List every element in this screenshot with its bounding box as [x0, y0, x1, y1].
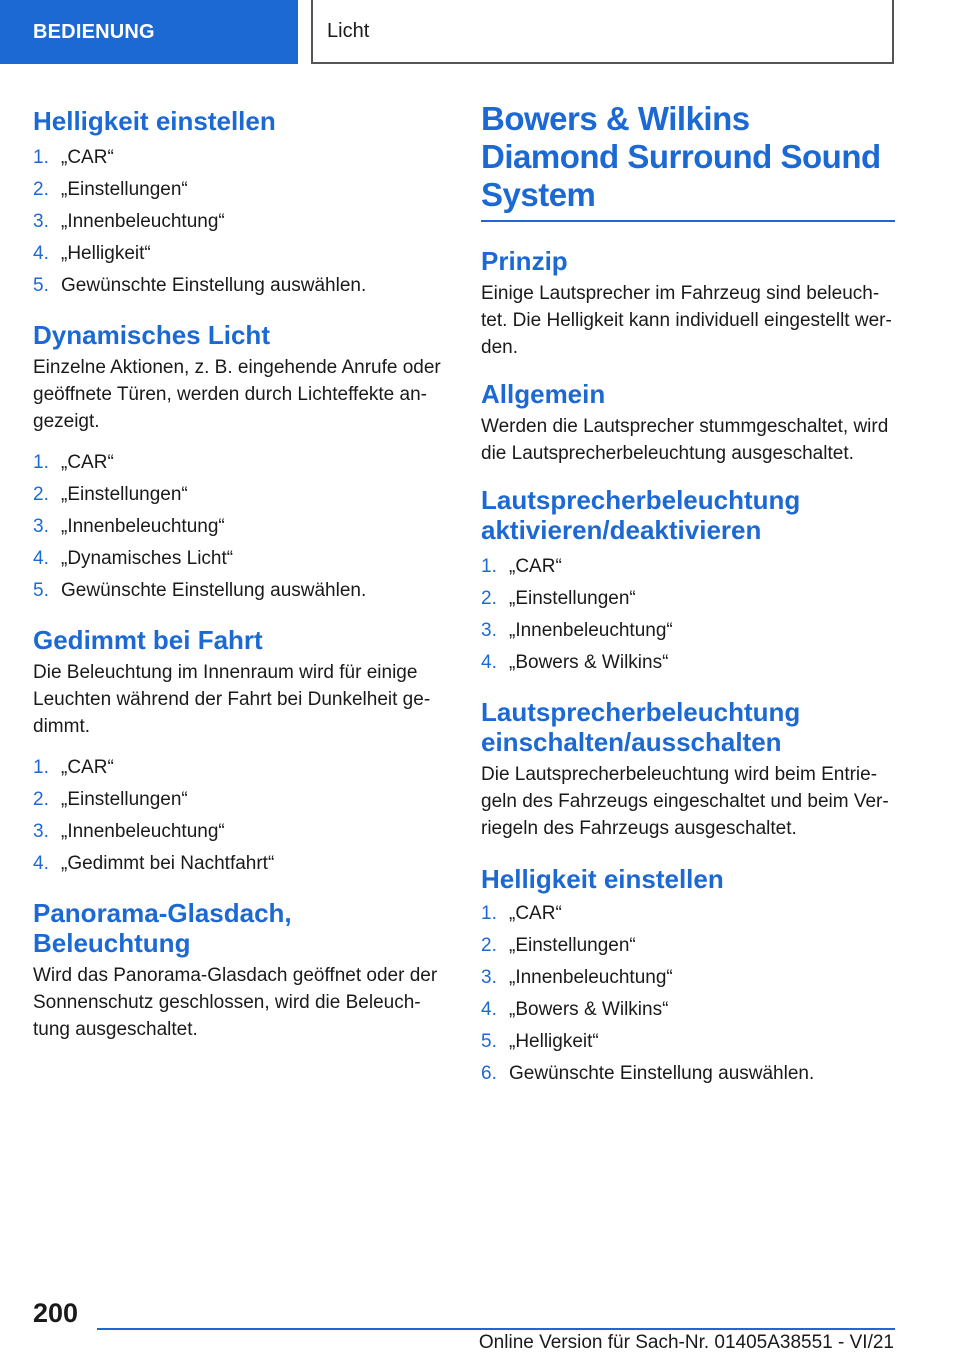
- left-column: [33, 100, 443, 1043]
- heading-dynamisches-licht: Dynamisches Licht: [33, 320, 270, 350]
- paragraph-panorama: Wird das Panorama-Glasdach geöffnet oder der Sonnenschutz geschlossen, wird die Beleuchtung ausgeschaltet.: [33, 965, 438, 1040]
- list-item: 4. „Bowers & Wilkins“: [481, 999, 669, 1020]
- section-tab: [0, 0, 298, 64]
- heading-helligkeit-einstellen: Helligkeit einstellen: [33, 106, 276, 136]
- page-title: Bowers & Wilkins Diamond Surround Sound System: [481, 100, 881, 213]
- steps-helligkeit-right: [481, 898, 895, 1090]
- list-item: 1. „CAR“: [33, 147, 114, 168]
- paragraph-lautsprecher-einschalten: Die Lautsprecherbeleuchtung wird beim Entriegeln des Fahrzeugs eingeschaltet und beim Verriegeln des Fahrzeugs ausgeschaltet.: [481, 764, 889, 839]
- list-item: 3. „Innenbeleuchtung“: [481, 620, 673, 641]
- list-item: 5. Gewünschte Einstellung auswählen.: [33, 275, 367, 296]
- list-item: 1. „CAR“: [33, 452, 114, 473]
- list-item: 5. „Helligkeit“: [481, 1031, 599, 1052]
- list-item: 1. „CAR“: [33, 757, 114, 778]
- list-item: 3. „Innenbeleuchtung“: [33, 516, 225, 537]
- title-divider: [481, 220, 895, 222]
- section-label: BEDIENUNG: [33, 20, 155, 43]
- heading-helligkeit-einstellen-right: Helligkeit einstellen: [481, 864, 724, 894]
- list-item: 1. „CAR“: [481, 556, 562, 577]
- page-number: 200: [33, 1298, 79, 1328]
- steps-helligkeit: [33, 142, 443, 302]
- heading-lautsprecher-einschalten: Lautsprecherbeleuchtung einschalten/ausschalten: [481, 697, 801, 757]
- list-item: 6. Gewünschte Einstellung auswählen.: [481, 1063, 815, 1084]
- list-item: 3. „Innenbeleuchtung“: [33, 821, 225, 842]
- paragraph-dynamisches-licht: Einzelne Aktionen, z. B. eingehende Anrufe oder geöffnete Türen, werden durch Lichteffekte angezeigt.: [33, 357, 441, 432]
- list-item: 4. „Gedimmt bei Nachtfahrt“: [33, 853, 275, 874]
- right-column: [481, 100, 895, 1090]
- list-item: 2. „Einstellungen“: [33, 789, 188, 810]
- steps-dynamisches-licht: [33, 447, 443, 607]
- list-item: 3. „Innenbeleuchtung“: [33, 211, 225, 232]
- list-item: 2. „Einstellungen“: [481, 588, 636, 609]
- heading-lautsprecher-aktivieren: Lautsprecherbeleuchtung aktivieren/deaktivieren: [481, 485, 801, 545]
- heading-allgemein: Allgemein: [481, 379, 606, 409]
- footer-divider: [97, 1328, 895, 1330]
- heading-prinzip: Prinzip: [481, 246, 568, 276]
- chapter-label: Licht: [327, 19, 370, 42]
- list-item: 2. „Einstellungen“: [33, 484, 188, 505]
- list-item: 2. „Einstellungen“: [481, 935, 636, 956]
- list-item: 5. Gewünschte Einstellung auswählen.: [33, 580, 367, 601]
- steps-lautsprecher-aktivieren: [481, 551, 895, 679]
- list-item: 4. „Helligkeit“: [33, 243, 151, 264]
- list-item: 4. „Bowers & Wilkins“: [481, 652, 669, 673]
- heading-panorama-glasdach: Panorama-Glasdach, Beleuchtung: [33, 898, 292, 958]
- paragraph-allgemein: Werden die Lautsprecher stummgeschaltet, wird die Lautsprecherbeleuchtung ausgeschaltet.: [481, 416, 889, 464]
- online-version-link[interactable]: Online Version für Sach-Nr. 01405A38551 - VI/21: [478, 1332, 894, 1353]
- paragraph-gedimmt: Die Beleuchtung im Innenraum wird für einige Leuchten während der Fahrt bei Dunkelheit gedimmt.: [33, 662, 431, 737]
- list-item: 2. „Einstellungen“: [33, 179, 188, 200]
- steps-gedimmt: [33, 752, 443, 880]
- list-item: 4. „Dynamisches Licht“: [33, 548, 234, 569]
- list-item: 1. „CAR“: [481, 903, 562, 924]
- heading-gedimmt-bei-fahrt: Gedimmt bei Fahrt: [33, 625, 263, 655]
- paragraph-prinzip: Einige Lautsprecher im Fahrzeug sind beleuchtet. Die Helligkeit kann individuell eingestellt werden.: [481, 283, 892, 358]
- list-item: 3. „Innenbeleuchtung“: [481, 967, 673, 988]
- chapter-header: [311, 0, 894, 64]
